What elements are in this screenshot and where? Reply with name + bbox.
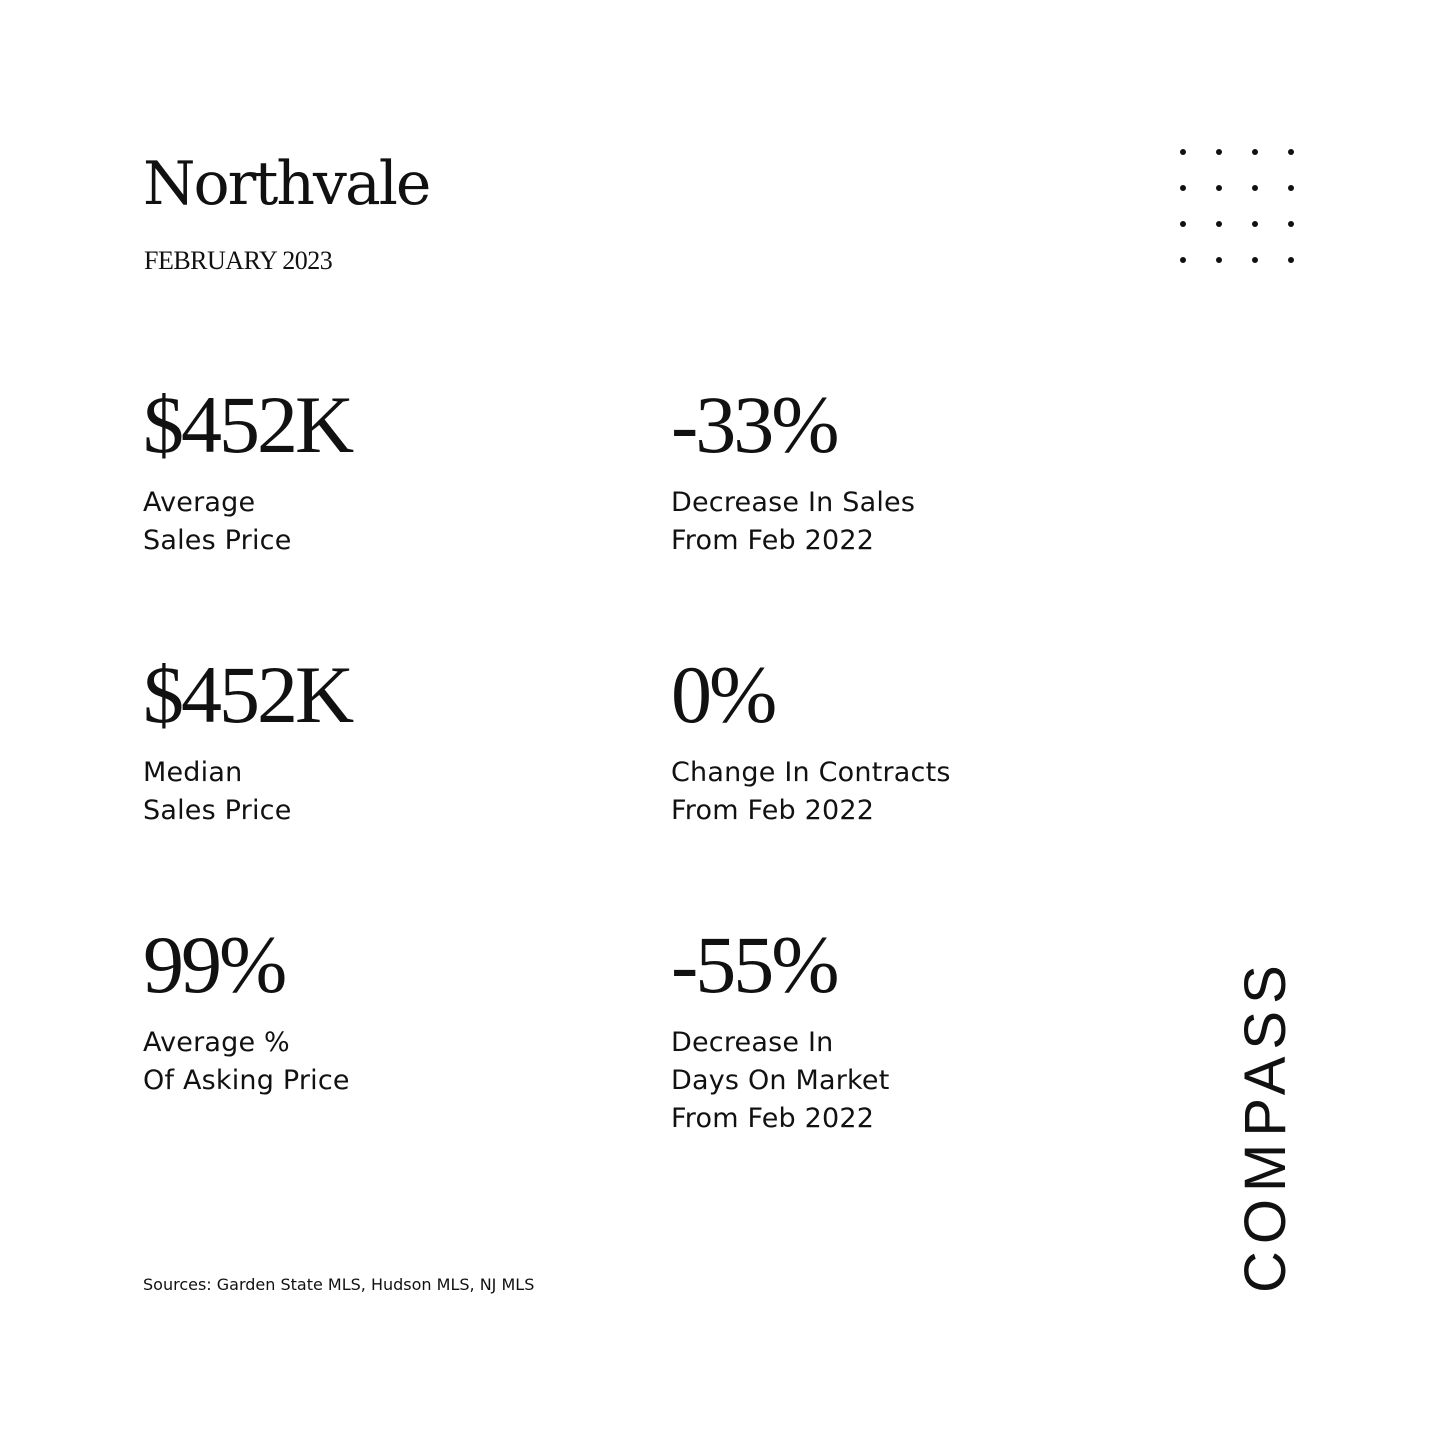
stat-contracts-change bbox=[671, 650, 951, 830]
stat-label: Median Sales Price bbox=[143, 757, 292, 826]
stat-label: Decrease In Days On Market From Feb 2022 bbox=[671, 1027, 890, 1134]
stat-label: Change In Contracts From Feb 2022 bbox=[671, 757, 951, 826]
stat-value: $452K bbox=[143, 649, 352, 740]
page-title: Northvale bbox=[143, 149, 430, 219]
stat-days-on-market-change bbox=[671, 920, 890, 1138]
stat-value: -55% bbox=[671, 919, 837, 1010]
stat-median-sales-price bbox=[143, 650, 351, 830]
stat-value: $452K bbox=[143, 379, 352, 470]
stat-value: 0% bbox=[671, 649, 775, 740]
stat-average-asking-price bbox=[143, 920, 350, 1100]
stat-value: -33% bbox=[671, 379, 837, 470]
stat-average-sales-price bbox=[143, 380, 351, 560]
dot-grid-decoration bbox=[1173, 142, 1297, 266]
stat-value: 99% bbox=[143, 919, 285, 1010]
sources-note: Sources: Garden State MLS, Hudson MLS, NJ MLS bbox=[143, 1275, 535, 1294]
stat-label: Average % Of Asking Price bbox=[143, 1027, 350, 1096]
report-date: FEBRUARY 2023 bbox=[144, 246, 333, 275]
compass-logo-text: COMPASS bbox=[1233, 958, 1298, 1293]
stat-label: Average Sales Price bbox=[143, 487, 292, 556]
compass-logo-icon bbox=[1233, 955, 1298, 1295]
stat-label: Decrease In Sales From Feb 2022 bbox=[671, 487, 916, 556]
stat-sales-change bbox=[671, 380, 915, 560]
